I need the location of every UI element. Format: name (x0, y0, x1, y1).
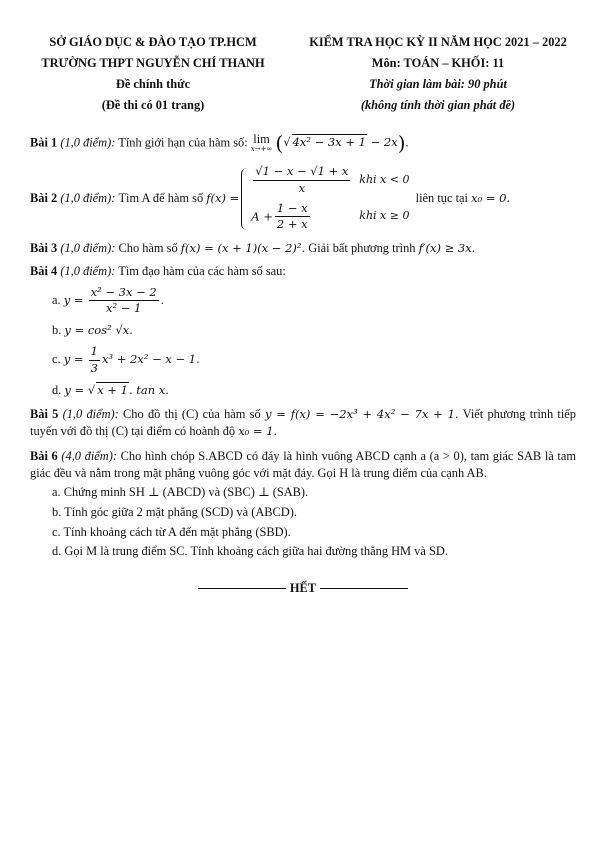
exam-title: KIỂM TRA HỌC KỲ II NĂM HỌC 2021 – 2022 (309, 35, 567, 49)
official-label: Đề chính thức (115, 77, 191, 91)
q4-d-rad: x + 1 (97, 382, 128, 397)
duration-note: (không tính thời gian phát đề) (360, 98, 516, 112)
school-name: TRƯỜNG THPT NGUYỄN CHÍ THANH (41, 56, 265, 70)
school-info (30, 34, 276, 118)
q2-case-2 (251, 202, 409, 233)
q4-text: Tìm đạo hàm của các hàm số sau: (118, 263, 286, 278)
q3-func: f(x) = (x + 1)(x − 2)². (180, 241, 306, 256)
q4-item-a: a. y = $\frac{\text{x² − 3x − 2}}{\text{x² − 1}}$ . (52, 284, 164, 316)
q4-points: (1,0 điểm): (60, 263, 116, 278)
q1-label: Bài 1 (30, 135, 58, 150)
question-4 (30, 263, 576, 398)
q5-text-a: Cho đồ thị (C) của hàm số (123, 407, 261, 422)
q5-func: y = f(x) = −2x³ + 4x² − 7x + 1. (264, 407, 459, 422)
q6-part-a: a. Chứng minh SH ⊥ (ABCD) và (SBC) ⊥ (SAB). (52, 485, 309, 500)
q3-text-a: Cho hàm số (118, 241, 178, 256)
subject: Môn: TOÁN – KHỐI: 11 (371, 56, 505, 70)
q4-c-rest: x³ + 2x² − x − 1. (101, 352, 200, 367)
q3-ineq: f′(x) ≥ 3x. (418, 241, 476, 256)
q6-part-c: c. Tính khoảng cách từ A đến mặt phẳng (SBD). (52, 524, 291, 539)
q2-case-1 (251, 165, 409, 196)
q6-part-b: b. Tính góc giữa 2 mặt phẳng (SCD) và (ABCD). (52, 504, 297, 519)
end-text: HẾT (289, 581, 317, 596)
q4-b-expr: y = cos² √x. (64, 323, 133, 338)
q6-label: Bài 6 (30, 448, 58, 463)
q2-c2-a: A + (251, 208, 273, 223)
q4-item-b: b. y = cos² √x. (52, 323, 133, 338)
q5-points: (1,0 điểm): (62, 407, 119, 422)
q2-fx: f(x) = (206, 190, 240, 205)
q2-points: (1,0 điểm): (60, 191, 116, 206)
question-3 (30, 240, 576, 257)
q4-item-d: d. y = √ x + 1. tan x. (52, 382, 169, 397)
q5-text-b: Viết phương trình tiếp tuyến với đồ thị (C) tại điểm có hoành độ (30, 407, 576, 439)
q2-label: Bài 2 (30, 191, 58, 206)
q4-item-c: c. y = $\frac{1}{3}$ x³ + 2x² − x − 1. (52, 343, 200, 375)
q2-c2-num: 1 − x (275, 202, 310, 218)
q3-label: Bài 3 (30, 241, 58, 256)
q4-a-den: x² − 1 (106, 301, 142, 316)
q6-text: Cho hình chóp S.ABCD có đáy là hình vuông ABCD cạnh a (a > 0), tam giác SAB là tam giác đều và nằm trong mặt phẳng vuông góc với mặt đáy. Gọi H là trung điểm của cạnh AB. (30, 448, 576, 480)
page-count: (Đề thi có 01 trang) (101, 98, 205, 112)
exam-info (300, 34, 576, 118)
q1-right-paren: ) (397, 131, 406, 155)
q4-d-rest: . tan x. (128, 382, 169, 397)
q1-left-paren: ( (275, 131, 284, 155)
q2-text: Tìm A để hàm số (118, 191, 204, 206)
duration: Thời gian làm bài: 90 phút (369, 77, 507, 91)
exam-header (30, 34, 576, 118)
q3-text-b: Giải bất phương trình (308, 241, 416, 256)
q1-radicand: 4x² − 3x + 1 (292, 135, 366, 150)
q2-c1-cond: khi x < 0 (359, 172, 410, 186)
q2-brace (241, 168, 248, 230)
q2-point: x₀ = 0. (471, 190, 511, 205)
question-2 (30, 165, 576, 232)
q3-points: (1,0 điểm): (60, 241, 116, 256)
question-6 (30, 448, 576, 560)
q1-limit: lim x→+∞ (250, 132, 273, 154)
question-5 (30, 406, 576, 439)
q2-c1-num: √1 − x − √1 + x (253, 165, 350, 181)
q5-point: x₀ = 1. (238, 424, 278, 439)
q4-c-num: 1 (89, 345, 100, 361)
q2-c2-cond: khi x ≥ 0 (359, 209, 410, 223)
q4-label: Bài 4 (30, 263, 58, 278)
q6-part-d: d. Gọi M là trung điểm SC. Tính khoảng cách giữa hai đường thẳng HM và SD. (52, 544, 448, 559)
q2-c1-den: x (298, 180, 306, 195)
department-name: SỞ GIÁO DỤC & ĐÀO TẠO TP.HCM (49, 35, 257, 49)
question-1: Bài 1 (1,0 điểm): Tính giới hạn của hàm số: lim x→+∞ (√ 4x² − 3x + 1 − 2x). (30, 131, 409, 155)
end-rule-left (198, 588, 286, 589)
exam-end (30, 580, 576, 597)
end-rule-right (320, 588, 408, 589)
q2-c2-den: 2 + x (276, 217, 308, 232)
q1-points: (1,0 điểm): (60, 135, 116, 150)
q4-c-den: 3 (90, 360, 98, 375)
q1-tail: − 2x (370, 135, 398, 150)
q2-after: liên tục tại (415, 191, 468, 206)
q5-label: Bài 5 (30, 407, 59, 422)
q4-a-num: x² − 3x − 2 (89, 286, 159, 302)
q1-text: Tính giới hạn của hàm số: (118, 135, 248, 150)
q2-cases (251, 165, 409, 232)
q6-points: (4,0 điểm): (61, 448, 117, 463)
